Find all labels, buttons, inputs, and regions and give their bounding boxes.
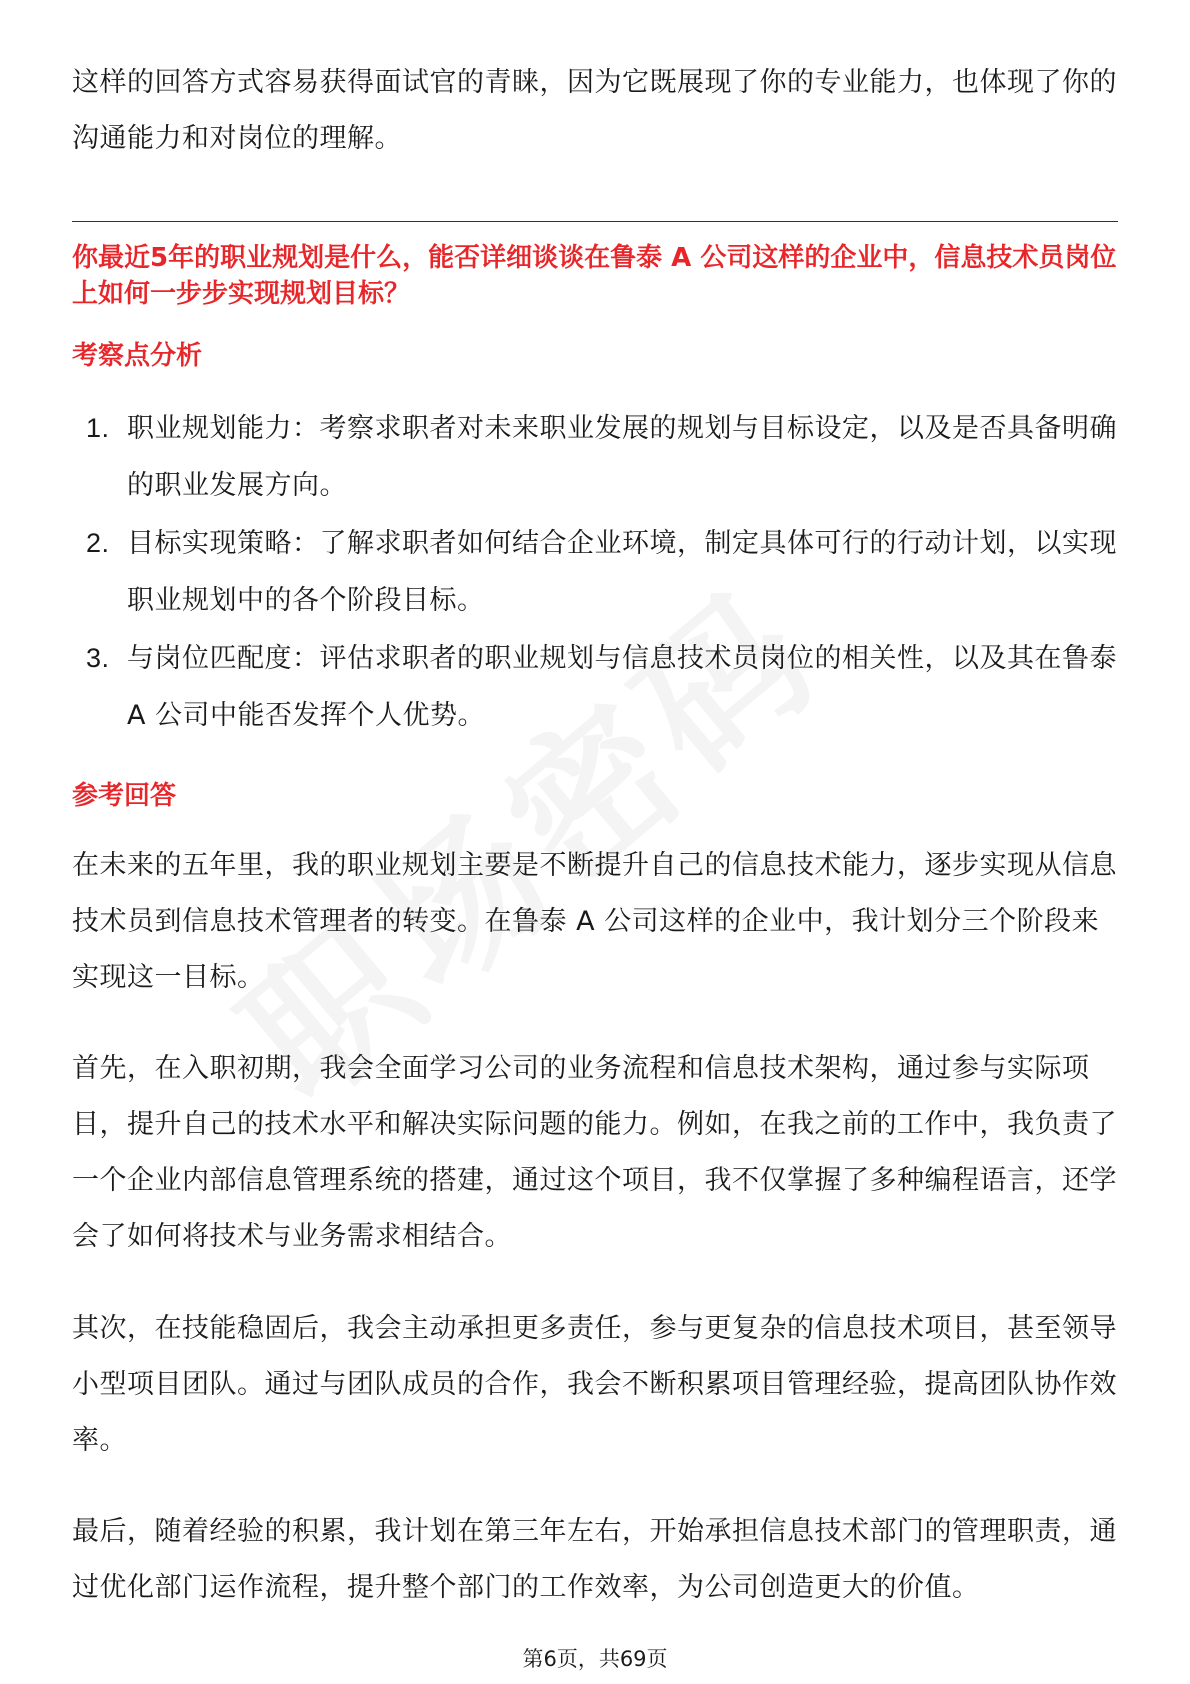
document-page bbox=[72, 0, 1118, 1684]
analysis-item-text: 与岗位匹配度：评估求职者的职业规划与信息技术员岗位的相关性，以及其在鲁泰 A 公司中能否发挥个人优势。 bbox=[127, 643, 1117, 731]
answer-paragraph: 首先，在入职初期，我会全面学习公司的业务流程和信息技术架构，通过参与实际项目，提升自己的技术水平和解决实际问题的能力。例如，在我之前的工作中，我负责了一个企业内部信息管理系统的搭建，通过这个项目，我不仅掌握了多种编程语言，还学会了如何将技术与业务需求相结合。 bbox=[72, 1053, 1117, 1252]
answer-paragraph: 其次，在技能稳固后，我会主动承担更多责任，参与更复杂的信息技术项目，甚至领导小型项目团队。通过与团队成员的合作，我会不断积累项目管理经验，提高团队协作效率。 bbox=[72, 1313, 1117, 1456]
answer-paragraph: 在未来的五年里，我的职业规划主要是不断提升自己的信息技术能力，逐步实现从信息技术员到信息技术管理者的转变。在鲁泰 A 公司这样的企业中，我计划分三个阶段来实现这一目标。 bbox=[72, 850, 1117, 993]
answer-paragraph: 最后，随着经验的积累，我计划在第三年左右，开始承担信息技术部门的管理职责，通过优化部门运作流程，提升整个部门的工作效率，为公司创造更大的价值。 bbox=[72, 1516, 1117, 1603]
analysis-item bbox=[72, 630, 1118, 744]
analysis-item-number: 2. bbox=[86, 528, 110, 558]
analysis-item-number: 3. bbox=[86, 643, 110, 673]
analysis-list bbox=[72, 400, 1118, 745]
analysis-item bbox=[72, 400, 1118, 514]
analysis-item bbox=[72, 515, 1118, 629]
intro-paragraph: 这样的回答方式容易获得面试官的青睐，因为它既展现了你的专业能力，也体现了你的沟通能力和对岗位的理解。 bbox=[72, 67, 1117, 154]
analysis-item-text: 职业规划能力：考察求职者对未来职业发展的规划与目标设定，以及是否具备明确的职业发展方向。 bbox=[127, 413, 1117, 501]
analysis-heading: 考察点分析 bbox=[72, 341, 203, 371]
section-divider bbox=[72, 221, 1118, 222]
analysis-item-number: 1. bbox=[86, 413, 110, 443]
analysis-item-text: 目标实现策略：了解求职者如何结合企业环境，制定具体可行的行动计划，以实现职业规划中的各个阶段目标。 bbox=[127, 528, 1117, 616]
answer-heading: 参考回答 bbox=[72, 781, 177, 811]
question-title: 你最近5年的职业规划是什么，能否详细谈谈在鲁泰 A 公司这样的企业中，信息技术员岗位上如何一步步实现规划目标？ bbox=[72, 243, 1117, 309]
page-footer: 第6页，共69页 bbox=[522, 1647, 668, 1671]
